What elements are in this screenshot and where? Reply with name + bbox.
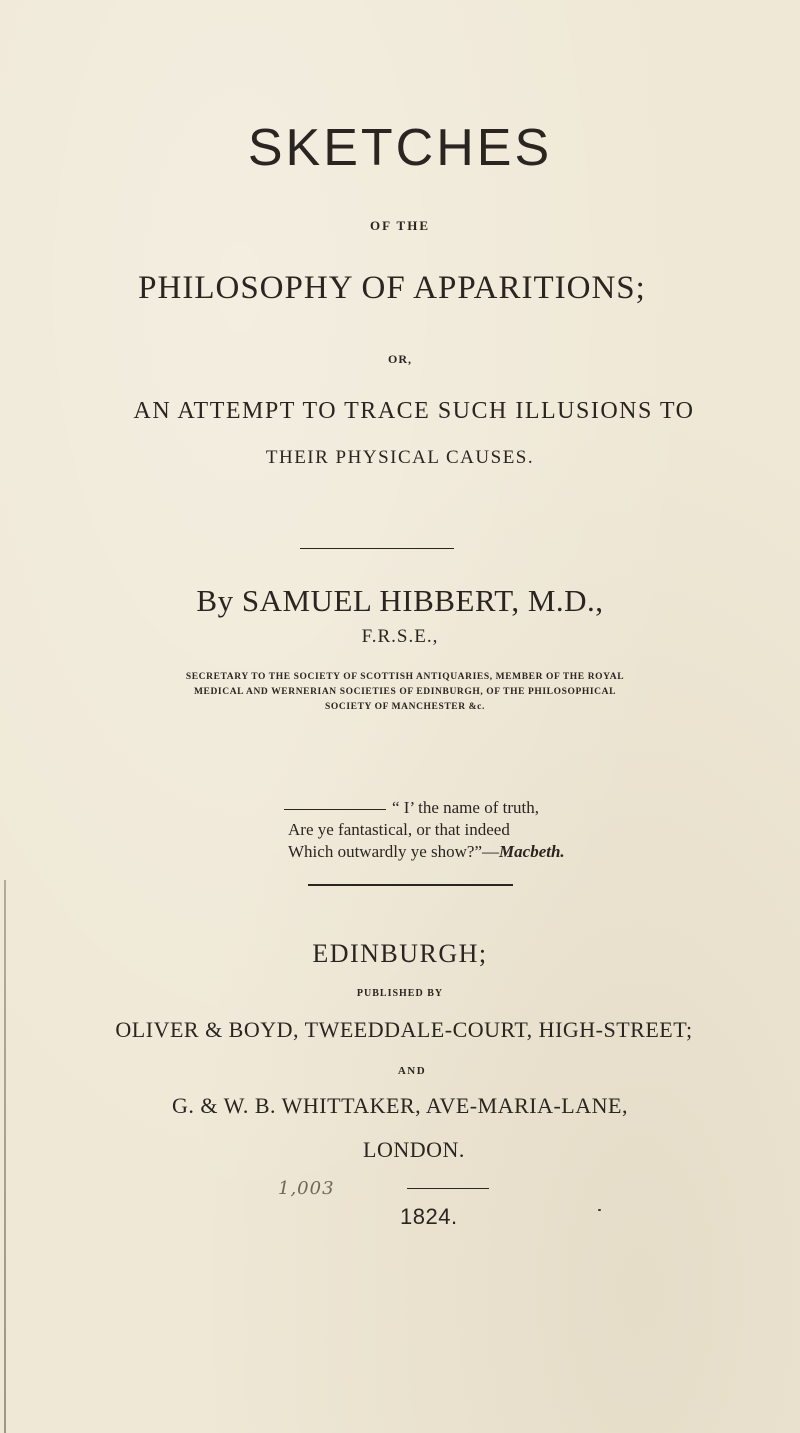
positions-line: SOCIETY OF MANCHESTER &c.	[325, 702, 485, 712]
epigraph	[288, 797, 608, 863]
handwritten-mark: 1,003	[278, 1178, 335, 1199]
title-connector: OF THE	[369, 218, 431, 233]
epigraph-line-3	[288, 841, 608, 863]
author-positions	[40, 670, 770, 715]
author-name: SAMUEL HIBBERT, M.D.,	[241, 583, 604, 618]
author-prefix: By	[196, 583, 234, 618]
epigraph-line-2: Are ye fantastical, or that indeed	[288, 820, 510, 839]
publisher-primary: OLIVER & BOYD, TWEEDDALE-COURT, HIGH-STREET;	[115, 1017, 693, 1042]
publisher-city: LONDON.	[363, 1137, 465, 1162]
ink-speck	[598, 1209, 601, 1211]
author-line	[0, 583, 800, 619]
epigraph-source: Macbeth.	[499, 842, 565, 861]
positions-line: MEDICAL AND WERNERIAN SOCIETIES OF EDINBURGH, OF THE PHILOSOPHICAL	[193, 687, 617, 697]
alt-title-line-2: THEIR PHYSICAL CAUSES.	[265, 447, 535, 468]
epigraph-line-1	[284, 797, 608, 819]
or-connector: OR,	[388, 352, 412, 366]
epigraph-text: “ I’ the name of truth,	[392, 798, 539, 817]
book-subtitle: PHILOSOPHY OF APPARITIONS;	[138, 270, 646, 306]
divider-rule	[300, 548, 454, 549]
published-by: PUBLISHED BY	[356, 988, 444, 999]
positions-line: SECRETARY TO THE SOCIETY OF SCOTTISH ANTIQUARIES, MEMBER OF THE ROYAL	[185, 672, 625, 682]
alt-title-line-1: AN ATTEMPT TO TRACE SUCH ILLUSIONS TO	[133, 398, 695, 424]
publication-year: 1824.	[400, 1204, 458, 1229]
imprint-city: EDINBURGH;	[312, 939, 488, 968]
divider-rule	[308, 884, 513, 886]
epigraph-dash	[284, 809, 386, 810]
publisher-secondary: G. & W. B. WHITTAKER, AVE-MARIA-LANE,	[172, 1093, 628, 1118]
and-connector: AND	[397, 1065, 427, 1077]
book-title: SKETCHES	[247, 119, 553, 177]
divider-rule	[407, 1188, 489, 1189]
epigraph-text: Which outwardly ye show?”—	[288, 842, 500, 861]
author-fellowship: F.R.S.E.,	[361, 626, 439, 647]
